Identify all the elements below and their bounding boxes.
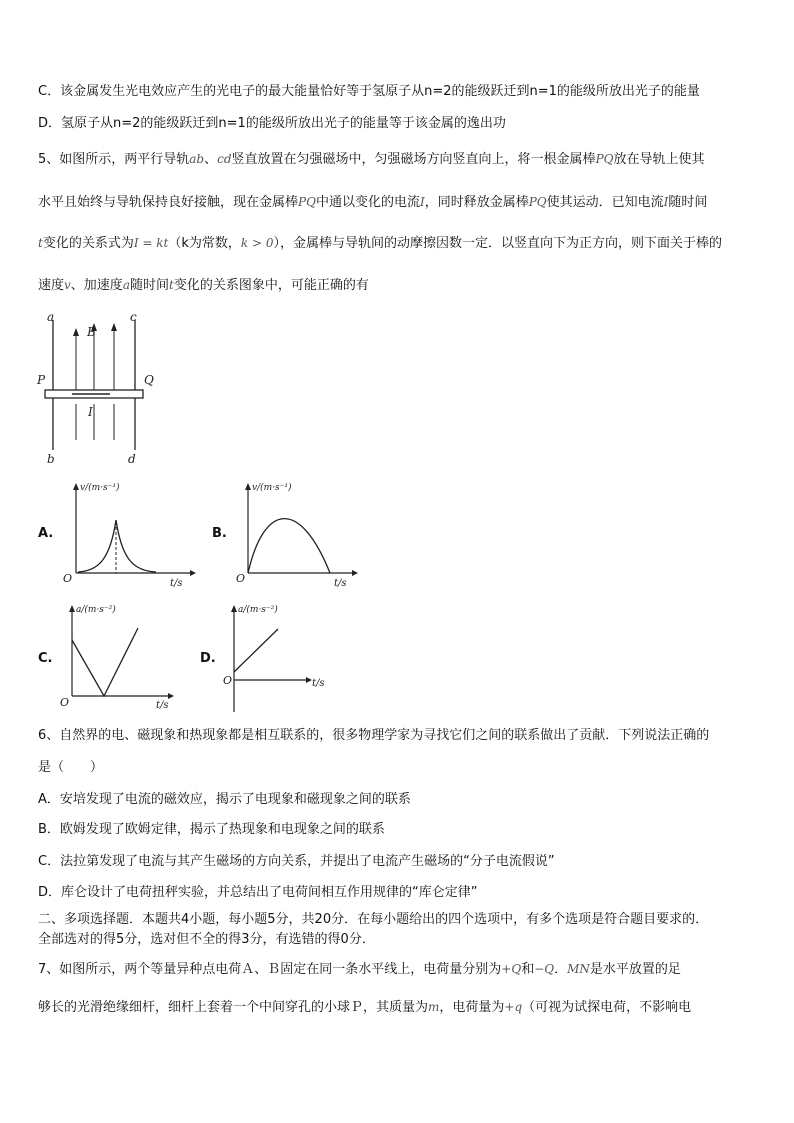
y-axis-label: a/(m·s⁻²) (238, 605, 278, 615)
rising-line (234, 629, 278, 672)
q4-option-d: D．氢原子从n=2的能级跃迁到n=1的能级所放出光子的能量等于该金属的逸出功 (38, 116, 506, 131)
label-b: b (47, 452, 55, 466)
field-arrow-1 (73, 328, 79, 336)
q6-option-a: A．安培发现了电流的磁效应，揭示了电现象和磁现象之间的联系 (38, 792, 411, 807)
field-arrow-3 (111, 323, 117, 331)
q6-option-c: C．法拉第发现了电流与其产生磁场的方向关系，并提出了电流产生磁场的“分子电流假说” (38, 854, 555, 869)
option-b-letter: B. (212, 526, 227, 541)
origin-label: O (63, 572, 73, 585)
section2-intro-line-1: 二、多项选择题．本题共4小题，每小题5分，共20分．在每小题给出的四个选项中，有多个选项是符合题目要求的． (38, 912, 709, 927)
q5-line-4: 速度v、加速度a随时间t变化的关系图象中，可能正确的有 (38, 278, 369, 293)
q5-line-1: 5、如图所示，两平行导轨ab、cd竖直放置在匀强磁场中，匀强磁场方向竖直向上，将一根金属棒PQ放在导轨上使其 (38, 152, 705, 167)
option-d-letter: D. (200, 651, 216, 666)
graph-option-a (58, 478, 198, 590)
q6-option-b: B．欧姆发现了欧姆定律，揭示了热现象和电现象之间的联系 (38, 822, 385, 837)
q5-line-3: t变化的关系式为I = kt（k为常数，k > 0），金属棒与导轨间的动摩擦因数一定．以竖直向下为正方向，则下面关于棒的 (38, 236, 723, 251)
q6-option-d: D．库仑设计了电荷扭秤实验，并总结出了电荷间相互作用规律的“库仑定律” (38, 885, 478, 900)
graph-option-b (232, 478, 362, 590)
curve-arch (248, 519, 330, 573)
label-p: P (37, 373, 46, 387)
x-axis-label: t/s (334, 578, 347, 589)
label-d: d (128, 452, 136, 466)
label-a: a (47, 310, 55, 324)
origin-label: O (60, 696, 70, 709)
rail-diagram (30, 308, 160, 468)
q7-line-1: 7、如图所示，两个等量异种点电荷Ａ、Ｂ固定在同一条水平线上，电荷量分别为+Q和−Q．MN是水平放置的足 (38, 962, 681, 977)
graph-option-d (222, 600, 342, 715)
origin-label: O (223, 674, 233, 687)
y-axis-label: a/(m·s⁻²) (76, 605, 116, 615)
q6-stem-line-2: 是（ ） (38, 760, 104, 775)
label-q: Q (144, 373, 154, 387)
label-field-b: B (87, 325, 96, 339)
v-shaped-line (72, 628, 138, 696)
q5-line-2: 水平且始终与导轨保持良好接触，现在金属棒PQ中通以变化的电流I，同时释放金属棒PQ使其运动．已知电流I随时间 (38, 195, 708, 210)
graph-option-c (58, 600, 198, 712)
x-axis-label: t/s (170, 578, 183, 589)
x-axis-label: t/s (156, 700, 169, 711)
label-current-i: I (88, 405, 93, 419)
x-axis-label: t/s (312, 678, 325, 689)
option-a-letter: A. (38, 526, 54, 541)
label-c: c (130, 310, 137, 324)
curve-rise (78, 520, 116, 572)
q7-line-2: 够长的光滑绝缘细杆，细杆上套着一个中间穿孔的小球Ｐ，其质量为m，电荷量为+q（可视为试探电荷，不影响电 (38, 1000, 692, 1015)
q4-option-c: C．该金属发生光电效应产生的光电子的最大能量恰好等于氢原子从n=2的能级跃迁到n=1的能级所放出光子的能量 (38, 84, 700, 99)
q6-stem-line-1: 6、自然界的电、磁现象和热现象都是相互联系的，很多物理学家为寻找它们之间的联系做出了贡献．下列说法正确的 (38, 728, 710, 743)
section2-intro-line-2: 全部选对的得5分，选对但不全的得3分，有选错的得0分． (38, 932, 375, 947)
option-c-letter: C. (38, 651, 53, 666)
y-axis-label: v/(m·s⁻¹) (252, 483, 292, 493)
y-axis-label: v/(m·s⁻¹) (80, 483, 120, 493)
curve-fall (116, 520, 156, 572)
origin-label: O (236, 572, 246, 585)
